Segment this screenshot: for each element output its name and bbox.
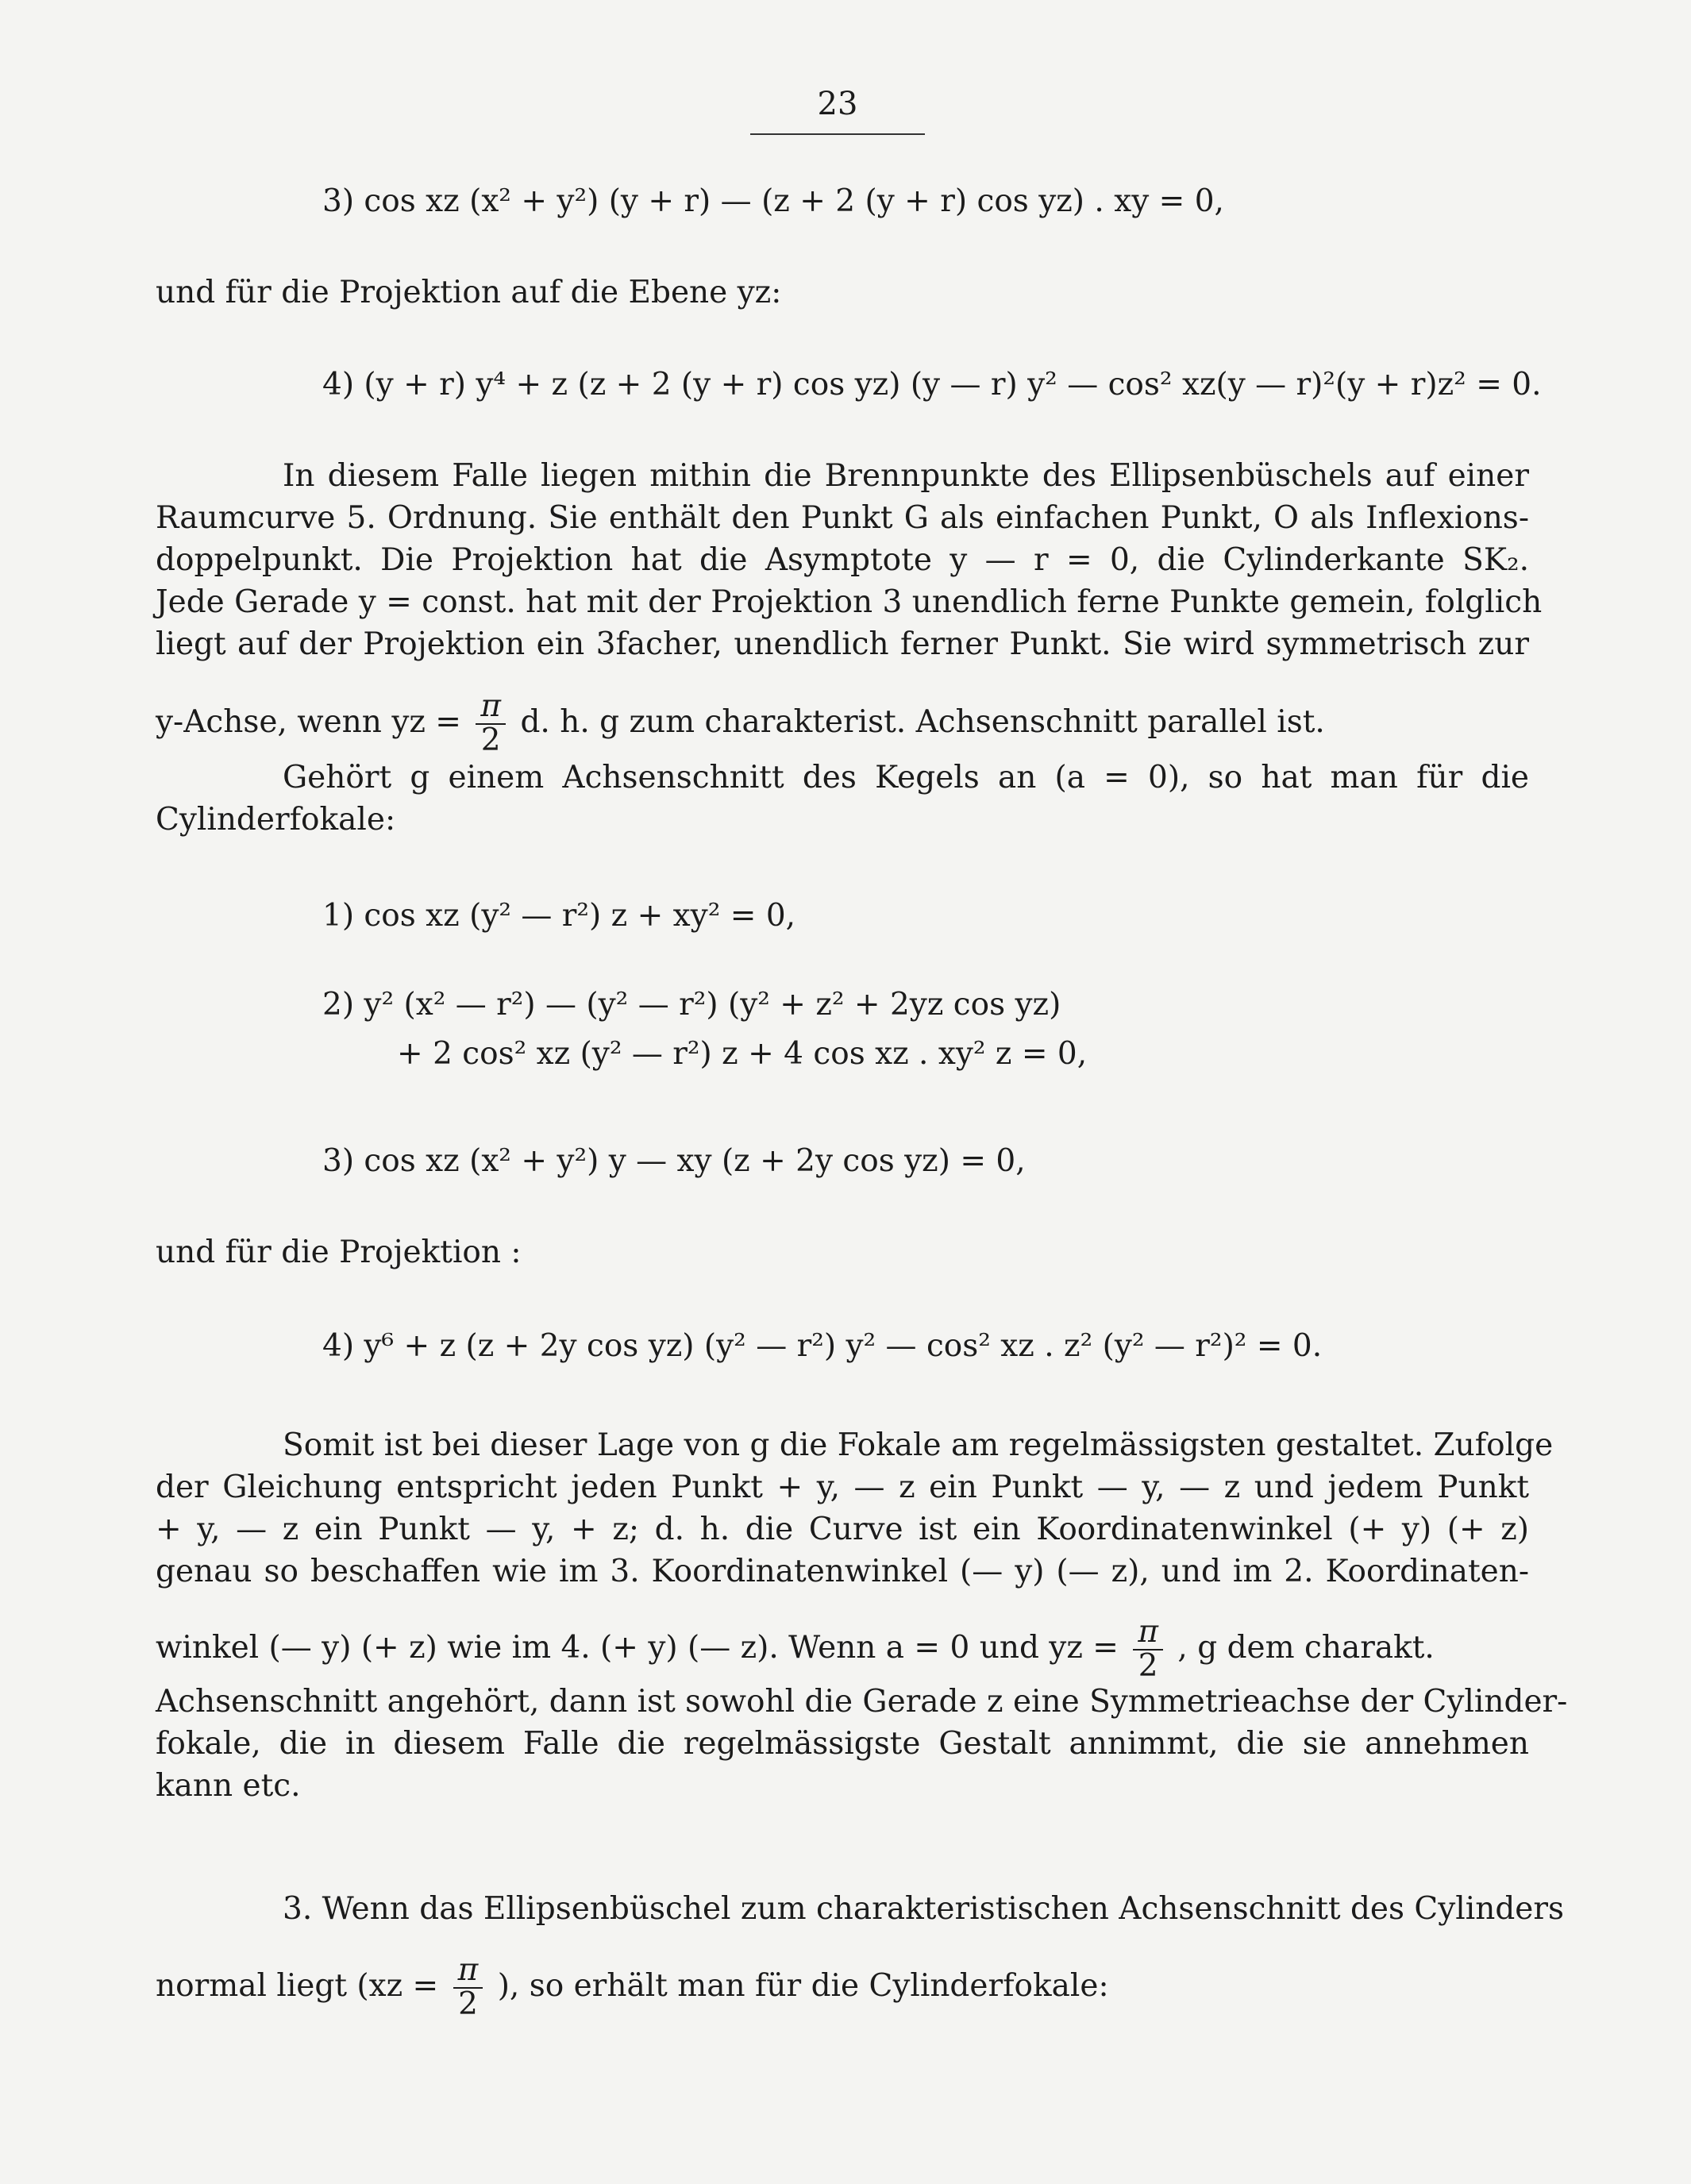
- page-number: 23: [817, 86, 858, 122]
- text-segment: , g dem charakt.: [1177, 1629, 1435, 1666]
- equation-1b: 1) cos xz (y² — r²) z + xy² = 0,: [322, 898, 796, 934]
- text-segment: y-Achse, wenn yz =: [156, 703, 461, 740]
- text-line: doppelpunkt. Die Projektion hat die Asymptote y — r = 0, die Cylinderkante SK₂.: [156, 542, 1529, 578]
- page-number-rule: [750, 133, 925, 135]
- text-line: fokale, die in diesem Falle die regelmässigste Gestalt annimmt, die sie annehmen: [156, 1726, 1529, 1762]
- text-line: Cylinderfokale:: [156, 802, 396, 838]
- text-line: + y, — z ein Punkt — y, + z; d. h. die Curve ist ein Koordinatenwinkel (+ y) (+ z): [156, 1512, 1529, 1547]
- fraction-numerator: π: [476, 691, 506, 725]
- text-line: Jede Gerade y = const. hat mit der Projektion 3 unendlich ferne Punkte gemein, folglich: [156, 584, 1543, 620]
- text-line-with-fraction: [156, 1616, 1435, 1683]
- fraction-denominator: 2: [458, 1986, 478, 2022]
- fraction-numerator: π: [453, 1955, 483, 1989]
- pi-over-2-fraction: [453, 1952, 483, 2022]
- pi-over-2-fraction: [1133, 1616, 1163, 1683]
- equation-4b: 4) y⁶ + z (z + 2y cos yz) (y² — r²) y² — cos² xz . z² (y² — r²)² = 0.: [322, 1328, 1323, 1364]
- text-segment: d. h. g zum charakterist. Achsenschnitt parallel ist.: [520, 703, 1325, 740]
- fraction-denominator: 2: [480, 722, 501, 758]
- fraction-numerator: π: [1133, 1616, 1163, 1651]
- text-line: Somit ist bei dieser Lage von g die Fokale am regelmässigsten gestaltet. Zufolge: [283, 1427, 1554, 1463]
- text-segment: winkel (— y) (+ z) wie im 4. (+ y) (— z). Wenn a = 0 und yz =: [156, 1629, 1119, 1666]
- fraction-denominator: 2: [1138, 1647, 1158, 1684]
- equation-2b-line2: + 2 cos² xz (y² — r²) z + 4 cos xz . xy² z = 0,: [397, 1036, 1088, 1072]
- equation-3b: 3) cos xz (x² + y²) y — xy (z + 2y cos yz) = 0,: [322, 1143, 1026, 1179]
- pi-over-2-fraction: [476, 688, 506, 758]
- text-line: und für die Projektion :: [156, 1235, 522, 1270]
- equation-3a: 3) cos xz (x² + y²) (y + r) — (z + 2 (y + r) cos yz) . xy = 0,: [322, 183, 1224, 219]
- text-line-with-fraction: [156, 1952, 1109, 2022]
- text-line: genau so beschaffen wie im 3. Koordinatenwinkel (— y) (— z), und im 2. Koordinaten-: [156, 1554, 1529, 1589]
- text-line: 3. Wenn das Ellipsenbüschel zum charakteristischen Achsenschnitt des Cylinders: [283, 1891, 1565, 1927]
- text-line: und für die Projektion auf die Ebene yz:: [156, 275, 782, 310]
- text-line: Achsenschnitt angehört, dann ist sowohl die Gerade z eine Symmetrieachse der Cylinder-: [156, 1684, 1568, 1720]
- text-segment: ), so erhält man für die Cylinderfokale:: [497, 1967, 1109, 2004]
- text-line: In diesem Falle liegen mithin die Brennpunkte des Ellipsenbüschels auf einer: [283, 458, 1529, 494]
- text-line-with-fraction: [156, 688, 1325, 758]
- text-line: kann etc.: [156, 1768, 301, 1804]
- text-segment: normal liegt (xz =: [156, 1967, 439, 2004]
- equation-4a: 4) (y + r) y⁴ + z (z + 2 (y + r) cos yz) (y — r) y² — cos² xz(y — r)²(y + r)z² = 0.: [322, 367, 1542, 403]
- text-line: der Gleichung entspricht jeden Punkt + y, — z ein Punkt — y, — z und jedem Punkt: [156, 1469, 1529, 1505]
- text-line: Gehört g einem Achsenschnitt des Kegels an (a = 0), so hat man für die: [283, 760, 1529, 795]
- equation-2b-line1: 2) y² (x² — r²) — (y² — r²) (y² + z² + 2yz cos yz): [322, 987, 1061, 1023]
- text-line: Raumcurve 5. Ordnung. Sie enthält den Punkt G als einfachen Punkt, O als Inflexions-: [156, 500, 1529, 536]
- text-line: liegt auf der Projektion ein 3facher, unendlich ferner Punkt. Sie wird symmetrisch zur: [156, 626, 1529, 662]
